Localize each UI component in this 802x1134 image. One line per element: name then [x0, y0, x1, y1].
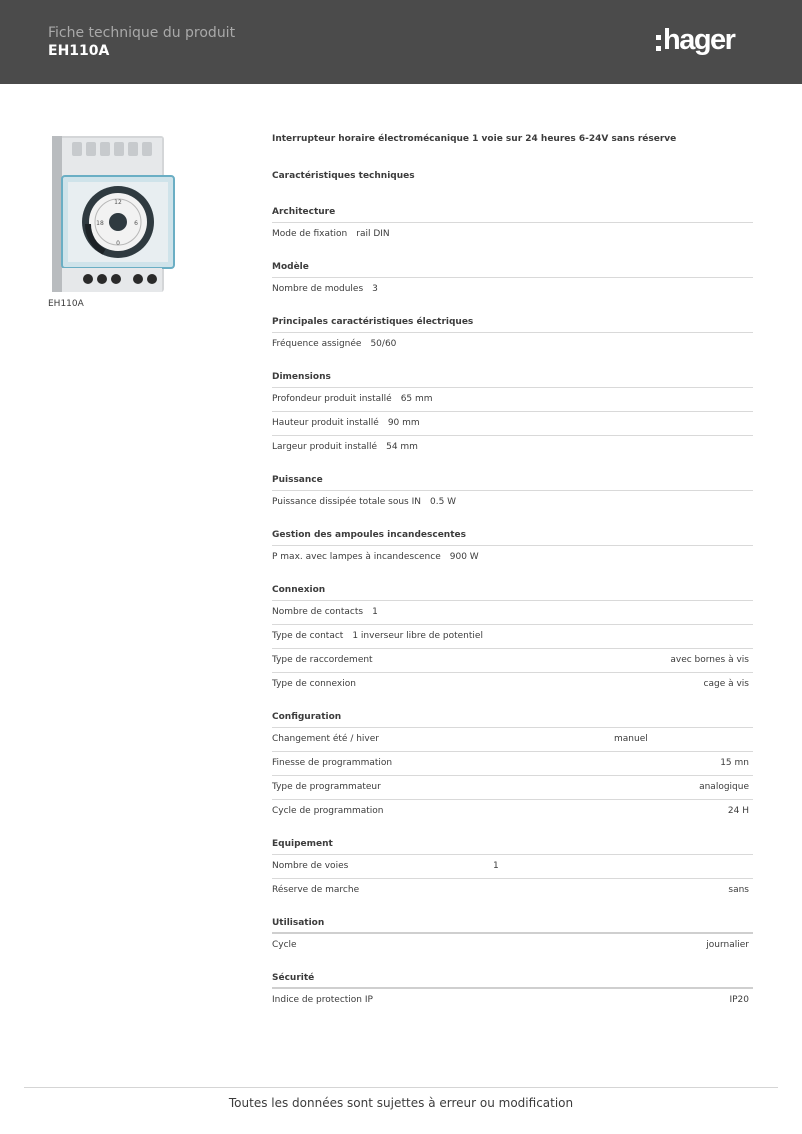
spec-sections — [272, 205, 753, 1013]
spec-label: P max. avec lampes à incandescence — [272, 552, 441, 562]
spec-value: 0.5 W — [429, 497, 457, 507]
spec-label: Type de programmateur — [272, 782, 381, 792]
spec-row — [272, 649, 753, 673]
section-title: Modèle — [272, 260, 753, 278]
spec-value: cage à vis — [703, 679, 749, 689]
spec-label: Finesse de programmation — [272, 758, 393, 768]
spec-row — [272, 879, 753, 903]
spec-value: 1 — [493, 861, 499, 871]
logo-colon-icon — [656, 35, 661, 51]
spec-section — [272, 837, 753, 903]
spec-value: IP20 — [729, 995, 749, 1005]
spec-row — [272, 855, 753, 879]
spec-row — [272, 436, 753, 460]
spec-label: Nombre de contacts — [272, 607, 364, 617]
spec-value: 1 inverseur libre de potentiel — [352, 631, 483, 641]
section-title: Gestion des ampoules incandescentes — [272, 528, 753, 546]
spec-label: Type de contact — [272, 631, 344, 641]
footer-divider — [24, 1087, 778, 1088]
spec-row — [272, 934, 753, 958]
spec-section — [272, 971, 753, 1013]
spec-label: Puissance dissipée totale sous IN — [272, 497, 421, 507]
section-title: Sécurité — [272, 971, 753, 989]
spec-value: sans — [728, 885, 749, 895]
spec-row — [272, 388, 753, 412]
spec-value: 54 mm — [386, 442, 418, 452]
spec-label: Largeur produit installé — [272, 442, 378, 452]
spec-section — [272, 260, 753, 302]
section-title: Dimensions — [272, 370, 753, 388]
spec-value: avec bornes à vis — [670, 655, 749, 665]
spec-value: 90 mm — [387, 418, 420, 428]
spec-section — [272, 473, 753, 515]
section-title: Utilisation — [272, 916, 753, 934]
spec-section — [272, 583, 753, 697]
section-title: Architecture — [272, 205, 753, 223]
spec-label: Cycle de programmation — [272, 806, 384, 816]
spec-value: 3 — [372, 284, 378, 294]
spec-row — [272, 278, 753, 302]
spec-section — [272, 315, 753, 357]
spec-label: Mode de fixation — [272, 229, 348, 239]
spec-section — [272, 370, 753, 460]
spec-section — [272, 205, 753, 247]
page-header — [0, 0, 802, 84]
spec-label: Nombre de modules — [272, 284, 364, 294]
spec-label: Type de connexion — [272, 679, 356, 689]
spec-row — [272, 333, 753, 357]
spec-row — [272, 412, 753, 436]
spec-row — [272, 989, 753, 1013]
spec-label: Fréquence assignée — [272, 339, 362, 349]
section-title: Configuration — [272, 710, 753, 728]
hager-logo — [656, 22, 734, 58]
spec-section — [272, 916, 753, 958]
spec-row — [272, 223, 753, 247]
spec-row — [272, 601, 753, 625]
spec-row — [272, 491, 753, 515]
spec-section — [272, 710, 753, 824]
svg-text:6: 6 — [134, 220, 138, 227]
spec-label: Type de raccordement — [272, 655, 373, 665]
spec-label: Profondeur produit installé — [272, 394, 392, 404]
spec-value: 15 mn — [720, 758, 749, 768]
svg-text:18: 18 — [96, 220, 104, 227]
svg-text:0: 0 — [116, 240, 120, 247]
spec-row — [272, 625, 753, 649]
spec-label: Hauteur produit installé — [272, 418, 379, 428]
spec-row — [272, 728, 753, 752]
spec-value: 65 mm — [400, 394, 433, 404]
spec-section — [272, 528, 753, 570]
spec-value: 900 W — [449, 552, 479, 562]
header-subtitle: Fiche technique du produit — [48, 25, 236, 41]
logo-wordmark: hager — [663, 23, 735, 56]
spec-value: 24 H — [727, 806, 749, 816]
footer-disclaimer: Toutes les données sont sujettes à erreur ou modification — [228, 1096, 574, 1110]
product-description: Interrupteur horaire électromécanique 1 voie sur 24 heures 6-24V sans réserve — [272, 134, 677, 144]
spec-label: Réserve de marche — [272, 885, 360, 895]
spec-row — [272, 800, 753, 824]
spec-row — [272, 752, 753, 776]
spec-label: Indice de protection IP — [272, 995, 373, 1005]
spec-row — [272, 776, 753, 800]
spec-value: 50/60 — [370, 339, 397, 349]
section-title: Equipement — [272, 837, 753, 855]
header-product-code: EH110A — [48, 43, 110, 59]
spec-label: Changement été / hiver — [272, 734, 379, 744]
specs-heading: Caractéristiques techniques — [272, 171, 415, 181]
section-title: Principales caractéristiques électriques — [272, 315, 753, 333]
product-image-caption: EH110A — [48, 299, 84, 309]
spec-value: rail DIN — [356, 229, 390, 239]
spec-value: manuel — [614, 734, 648, 744]
spec-value: journalier — [706, 940, 749, 950]
spec-sheet — [272, 133, 753, 1026]
spec-row — [272, 673, 753, 697]
spec-label: Cycle — [272, 940, 297, 950]
spec-value: analogique — [699, 782, 749, 792]
spec-label: Nombre de voies — [272, 861, 349, 871]
svg-text:12: 12 — [114, 199, 122, 206]
product-image — [48, 132, 184, 296]
spec-row — [272, 546, 753, 570]
time-switch-illustration — [48, 132, 184, 296]
spec-value: 1 — [372, 607, 378, 617]
section-title: Puissance — [272, 473, 753, 491]
section-title: Connexion — [272, 583, 753, 601]
